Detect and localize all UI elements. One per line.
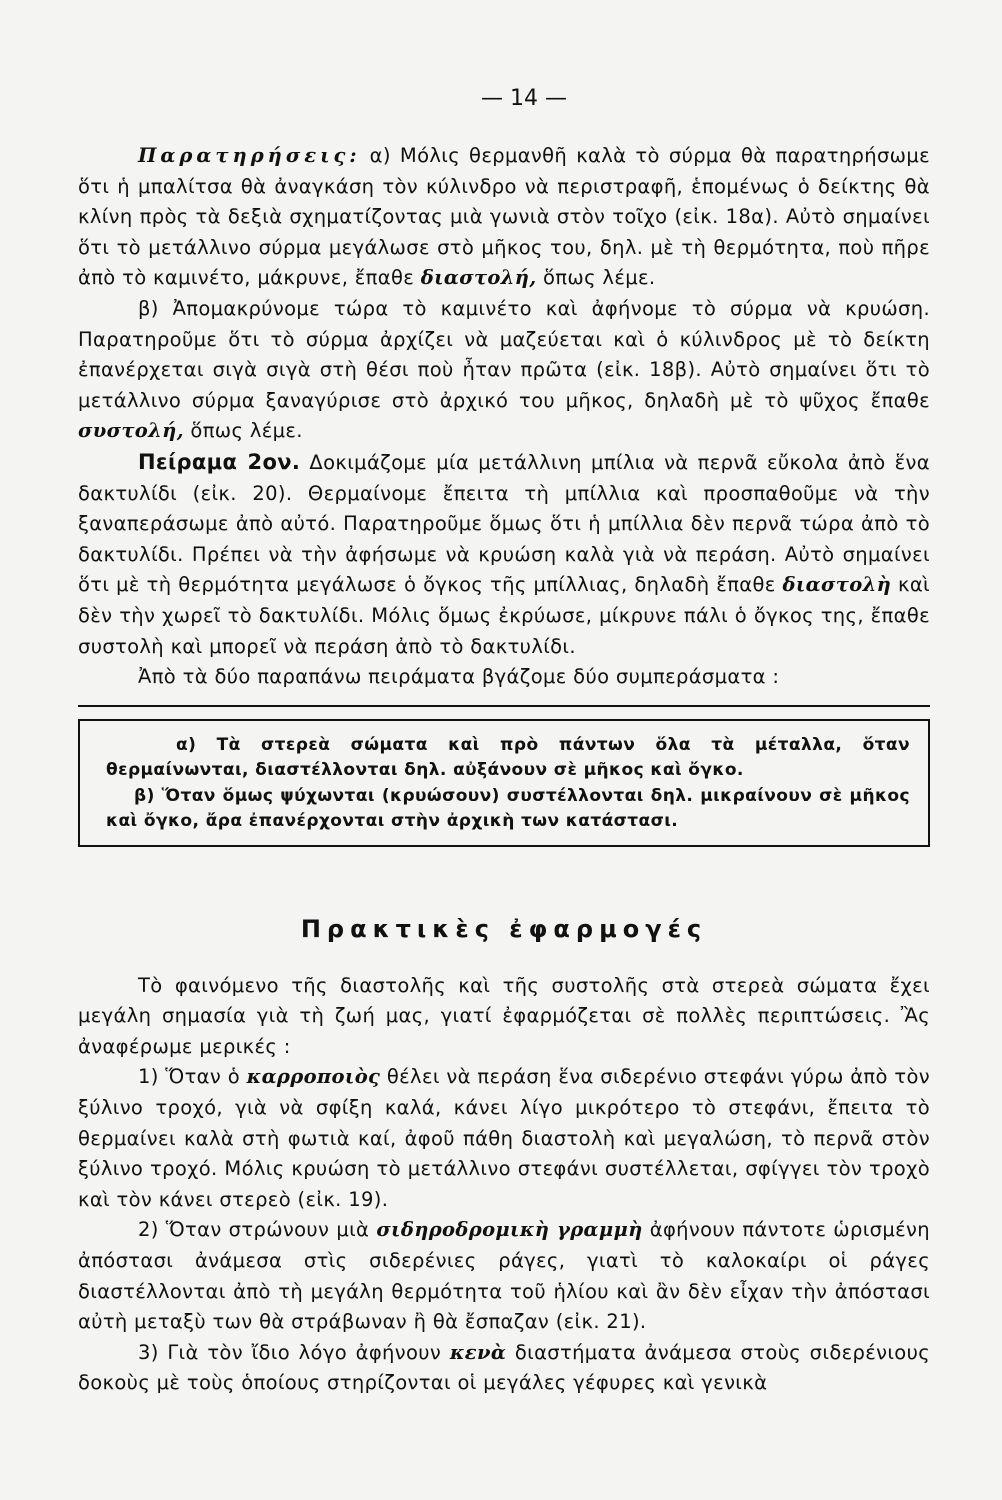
item2-start: 2) Ὅταν στρώνουν μιὰ <box>138 1218 370 1242</box>
item1-term: καρροποιὸς <box>246 1065 381 1089</box>
body-text <box>78 141 930 693</box>
experiment2-paragraph <box>78 447 930 662</box>
item3-start: 3) Γιὰ τὸν ἴδιο λόγο ἀφήνουν <box>138 1340 442 1364</box>
page-number: — 14 — <box>481 86 567 111</box>
conclusions-box <box>78 719 930 847</box>
conclusion-intro: Ἀπὸ τὰ δύο παραπάνω πειράματα βγάζομε δύο συμπεράσματα : <box>138 665 780 689</box>
experiment2-term: διαστολὴ <box>782 573 892 597</box>
term-contraction: συστολή, <box>78 419 184 443</box>
practical-intro: Τὸ φαινόμενο τῆς διαστολῆς καὶ τῆς συστολῆς στὰ στερεὰ σώματα ἔχει μεγάλη σημασία γιὰ τὴ ζωή μας, γιατί ἐφαρμόζεται σὲ πολλὲς περιπτώσεις. Ἂς ἀναφέρωμε μερικές : <box>78 973 930 1058</box>
beta-tail: ὅπως λέμε. <box>190 419 303 443</box>
practical-item-3 <box>78 1338 930 1399</box>
box-top-rule <box>78 705 930 707</box>
observations-beta-paragraph <box>78 294 930 447</box>
practical-applications <box>78 971 930 1399</box>
term-expansion: διαστολή, <box>420 266 537 290</box>
item3-term: κενὰ <box>449 1340 507 1364</box>
section-heading: Πρακτικὲς ἐφαρμογές <box>300 914 708 943</box>
practical-item-1 <box>78 1062 930 1215</box>
observations-paragraph <box>78 141 930 294</box>
observations-lead: Παρατηρήσεις: <box>138 144 361 167</box>
observations-tail: ὅπως λέμε. <box>543 266 656 290</box>
experiment2-lead: Πείραμα 2ον. <box>138 449 301 474</box>
experiment2-text2: καὶ δὲν τὴν χωρεῖ τὸ δακτυλίδι. Μόλις ὅμως ἐκρύωσε, μίκρυνε πάλι ὁ ὄγκος της, ἔπαθε συστολὴ καὶ μπορεῖ νὰ περάση ἀπὸ τὸ δακτυλίδι. <box>78 573 930 658</box>
item1-rest: θέλει νὰ περάση ἕνα σιδερένιο στεφάνι γύρω ἀπὸ τὸν ξύλινο τροχό, γιὰ νὰ σφίξη καλά, κάνει λίγο μικρότερο τὸ στεφάνι, ἔπειτα τὸ θερμαίνει καλὰ στὴ φωτιὰ καί, ἀφοῦ πάθη διαστολὴ καὶ μεγαλώση, τὸ περνᾶ στὸν ξύλινο τροχό. Μόλις κρυώση τὸ μετάλλινο στεφάνι συστέλλεται, σφίγγει τὸν τροχὸ καὶ τὸν κάνει στερεὸ (εἰκ. 19). <box>78 1065 930 1211</box>
conclusion-beta: β) Ὅταν ὅμως ψύχωνται (κρυώσουν) συστέλλονται δηλ. μικραίνουν σὲ μῆκος καὶ ὄγκο, ἄρα ἐπανέρχονται στὴν ἀρχικὴ των κατάστασι. <box>106 785 910 832</box>
observations-text: α) Μόλις θερμανθῆ καλὰ τὸ σύρμα θὰ παρατηρήσωμε ὅτι ἡ μπαλίτσα θὰ ἀναγκάση τὸν κύλινδρο νὰ περιστραφῆ, ἑπομένως ὁ δείκτης θὰ κλίνη πρὸς τὰ δεξιὰ σχηματίζοντας μιὰ γωνιὰ στὸν τοῖχο (εἰκ. 18α). Αὐτὸ σημαίνει ὅτι τὸ μετάλλινο σύρμα μεγάλωσε στὸ μῆκος του, δηλ. μὲ τὴ θερμότητα, ποὺ πῆρε ἀπὸ τὸ καμινέτο, μάκρυνε, ἔπαθε <box>78 144 930 290</box>
item2-rest: ἀφήνουν πάντοτε ὡρισμένη ἀπόστασι ἀνάμεσα στὶς σιδερένιες ράγες, γιατὶ τὸ καλοκαίρι οἱ ράγες διαστέλλονται ἀπὸ τὴ μεγάλη θερμότητα τοῦ ἡλίου καὶ ἂν δὲν εἶχαν τὴν ἀπόστασι αὐτὴ μεταξὺ των θὰ στράβωναν ἢ θὰ ἔσπαζαν (εἰκ. 21). <box>78 1218 930 1334</box>
conclusion-alpha: α) Τὰ στερεὰ σώματα καὶ πρὸ πάντων ὅλα τὰ μέταλλα, ὅταν θερμαίνωνται, διαστέλλονται δηλ. αὐξάνουν σὲ μῆκος καὶ ὄγκο. <box>106 734 910 781</box>
experiment2-text1: Δοκιμάζομε μία μετάλλινη μπίλια νὰ περνᾶ εὔκολα ἀπὸ ἕνα δακτυλίδι (εἰκ. 20). Θερμαίνομε ἔπειτα τὴ μπίλλια καὶ προσπαθοῦμε νὰ τὴν ξαναπεράσωμε ἀπὸ αὐτό. Παρατηροῦμε ὅμως ὅτι ἡ μπίλλια δὲν περνᾶ τώρα ἀπὸ τὸ δακτυλίδι. Πρέπει νὰ τὴν ἀφήσωμε νὰ κρυώση καλὰ γιὰ νὰ περάση. Αὐτὸ σημαίνει ὅτι μὲ τὴ θερμότητα μεγάλωσε ὁ ὄγκος τῆς μπίλλιας, δηλαδὴ ἔπαθε <box>78 450 930 597</box>
beta-text: β) Ἀπομακρύνομε τώρα τὸ καμινέτο καὶ ἀφήνομε τὸ σύρμα νὰ κρυώση. Παρατηροῦμε ὅτι τὸ σύρμα ἀρχίζει νὰ μαζεύεται καὶ ὁ κύλινδρος μὲ τὸ δείκτη ἐπανέρχεται σιγὰ σιγὰ στὴ θέσι ποὺ ἦταν πρῶτα (εἰκ. 18β). Αὐτὸ σημαίνει ὅτι τὸ μετάλλινο σύρμα ξαναγύρισε στὸ ἀρχικό του μῆκος, δηλαδὴ μὲ τὸ ψῦχος ἔπαθε <box>78 296 930 412</box>
item3-rest: διαστήματα ἀνάμεσα στοὺς σιδερένιους δοκοὺς μὲ τοὺς ὁποίους στηρίζονται οἱ μεγάλες γέφυρες καὶ γενικὰ <box>78 1340 931 1395</box>
practical-item-2 <box>78 1215 930 1337</box>
item2-term: σιδηροδρομικὴ γραμμὴ <box>376 1218 643 1242</box>
item1-start: 1) Ὅταν ὁ <box>138 1065 240 1089</box>
